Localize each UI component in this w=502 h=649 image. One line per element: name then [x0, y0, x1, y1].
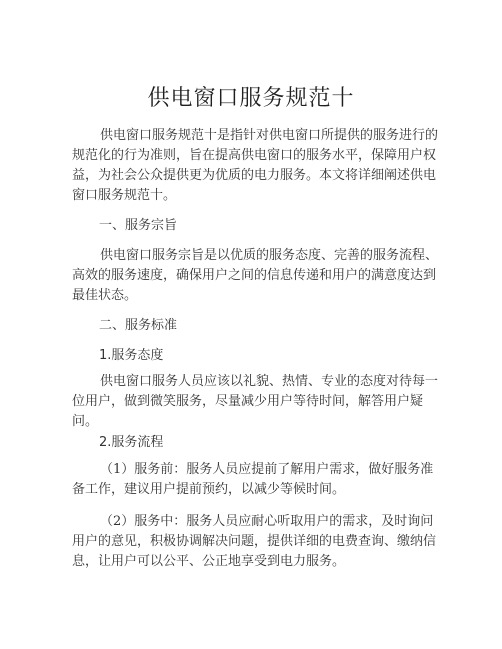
subheading-text: 服务流程 [111, 435, 164, 450]
service-attitude-paragraph: 供电窗口服务人员应该以礼貌、热情、专业的态度对待每一位用户，做到微笑服务，尽量减少用户等待时间，解答用户疑问。 [72, 374, 439, 429]
process-step-during: （2）服务中：服务人员应耐心听取用户的需求，及时询问用户的意见，积极协调解决问题，提供详细的电费查询、缴纳信息，让用户可以公平、公正地享受到电力服务。 [72, 514, 437, 569]
subheading-text: 服务态度 [111, 348, 164, 363]
section-heading-service-standards: 二、服务标准 [99, 318, 178, 333]
subheading-number: 2. [99, 435, 112, 450]
subheading-number: 1. [99, 348, 112, 363]
subheading-service-attitude [99, 346, 163, 366]
service-purpose-paragraph: 供电窗口服务宗旨是以优质的服务态度、完善的服务流程、高效的服务速度，确保用户之间的信息传递和用户的满意度达到最佳状态。 [72, 248, 439, 303]
subheading-service-process [99, 433, 163, 453]
document-title: 供电窗口服务规范十 [147, 86, 355, 111]
section-heading-service-purpose: 一、服务宗旨 [99, 218, 178, 233]
intro-paragraph: 供电窗口服务规范十是指针对供电窗口所提供的服务进行的规范化的行为准则，旨在提高供电窗口的服务水平，保障用户权益，为社会公众提供更为优质的电力服务。本文将详细阐述供电窗口服务规范十。 [72, 128, 439, 203]
process-step-before: （1）服务前：服务人员应提前了解用户需求，做好服务准备工作，建议用户提前预约，以减少等候时间。 [72, 462, 434, 497]
